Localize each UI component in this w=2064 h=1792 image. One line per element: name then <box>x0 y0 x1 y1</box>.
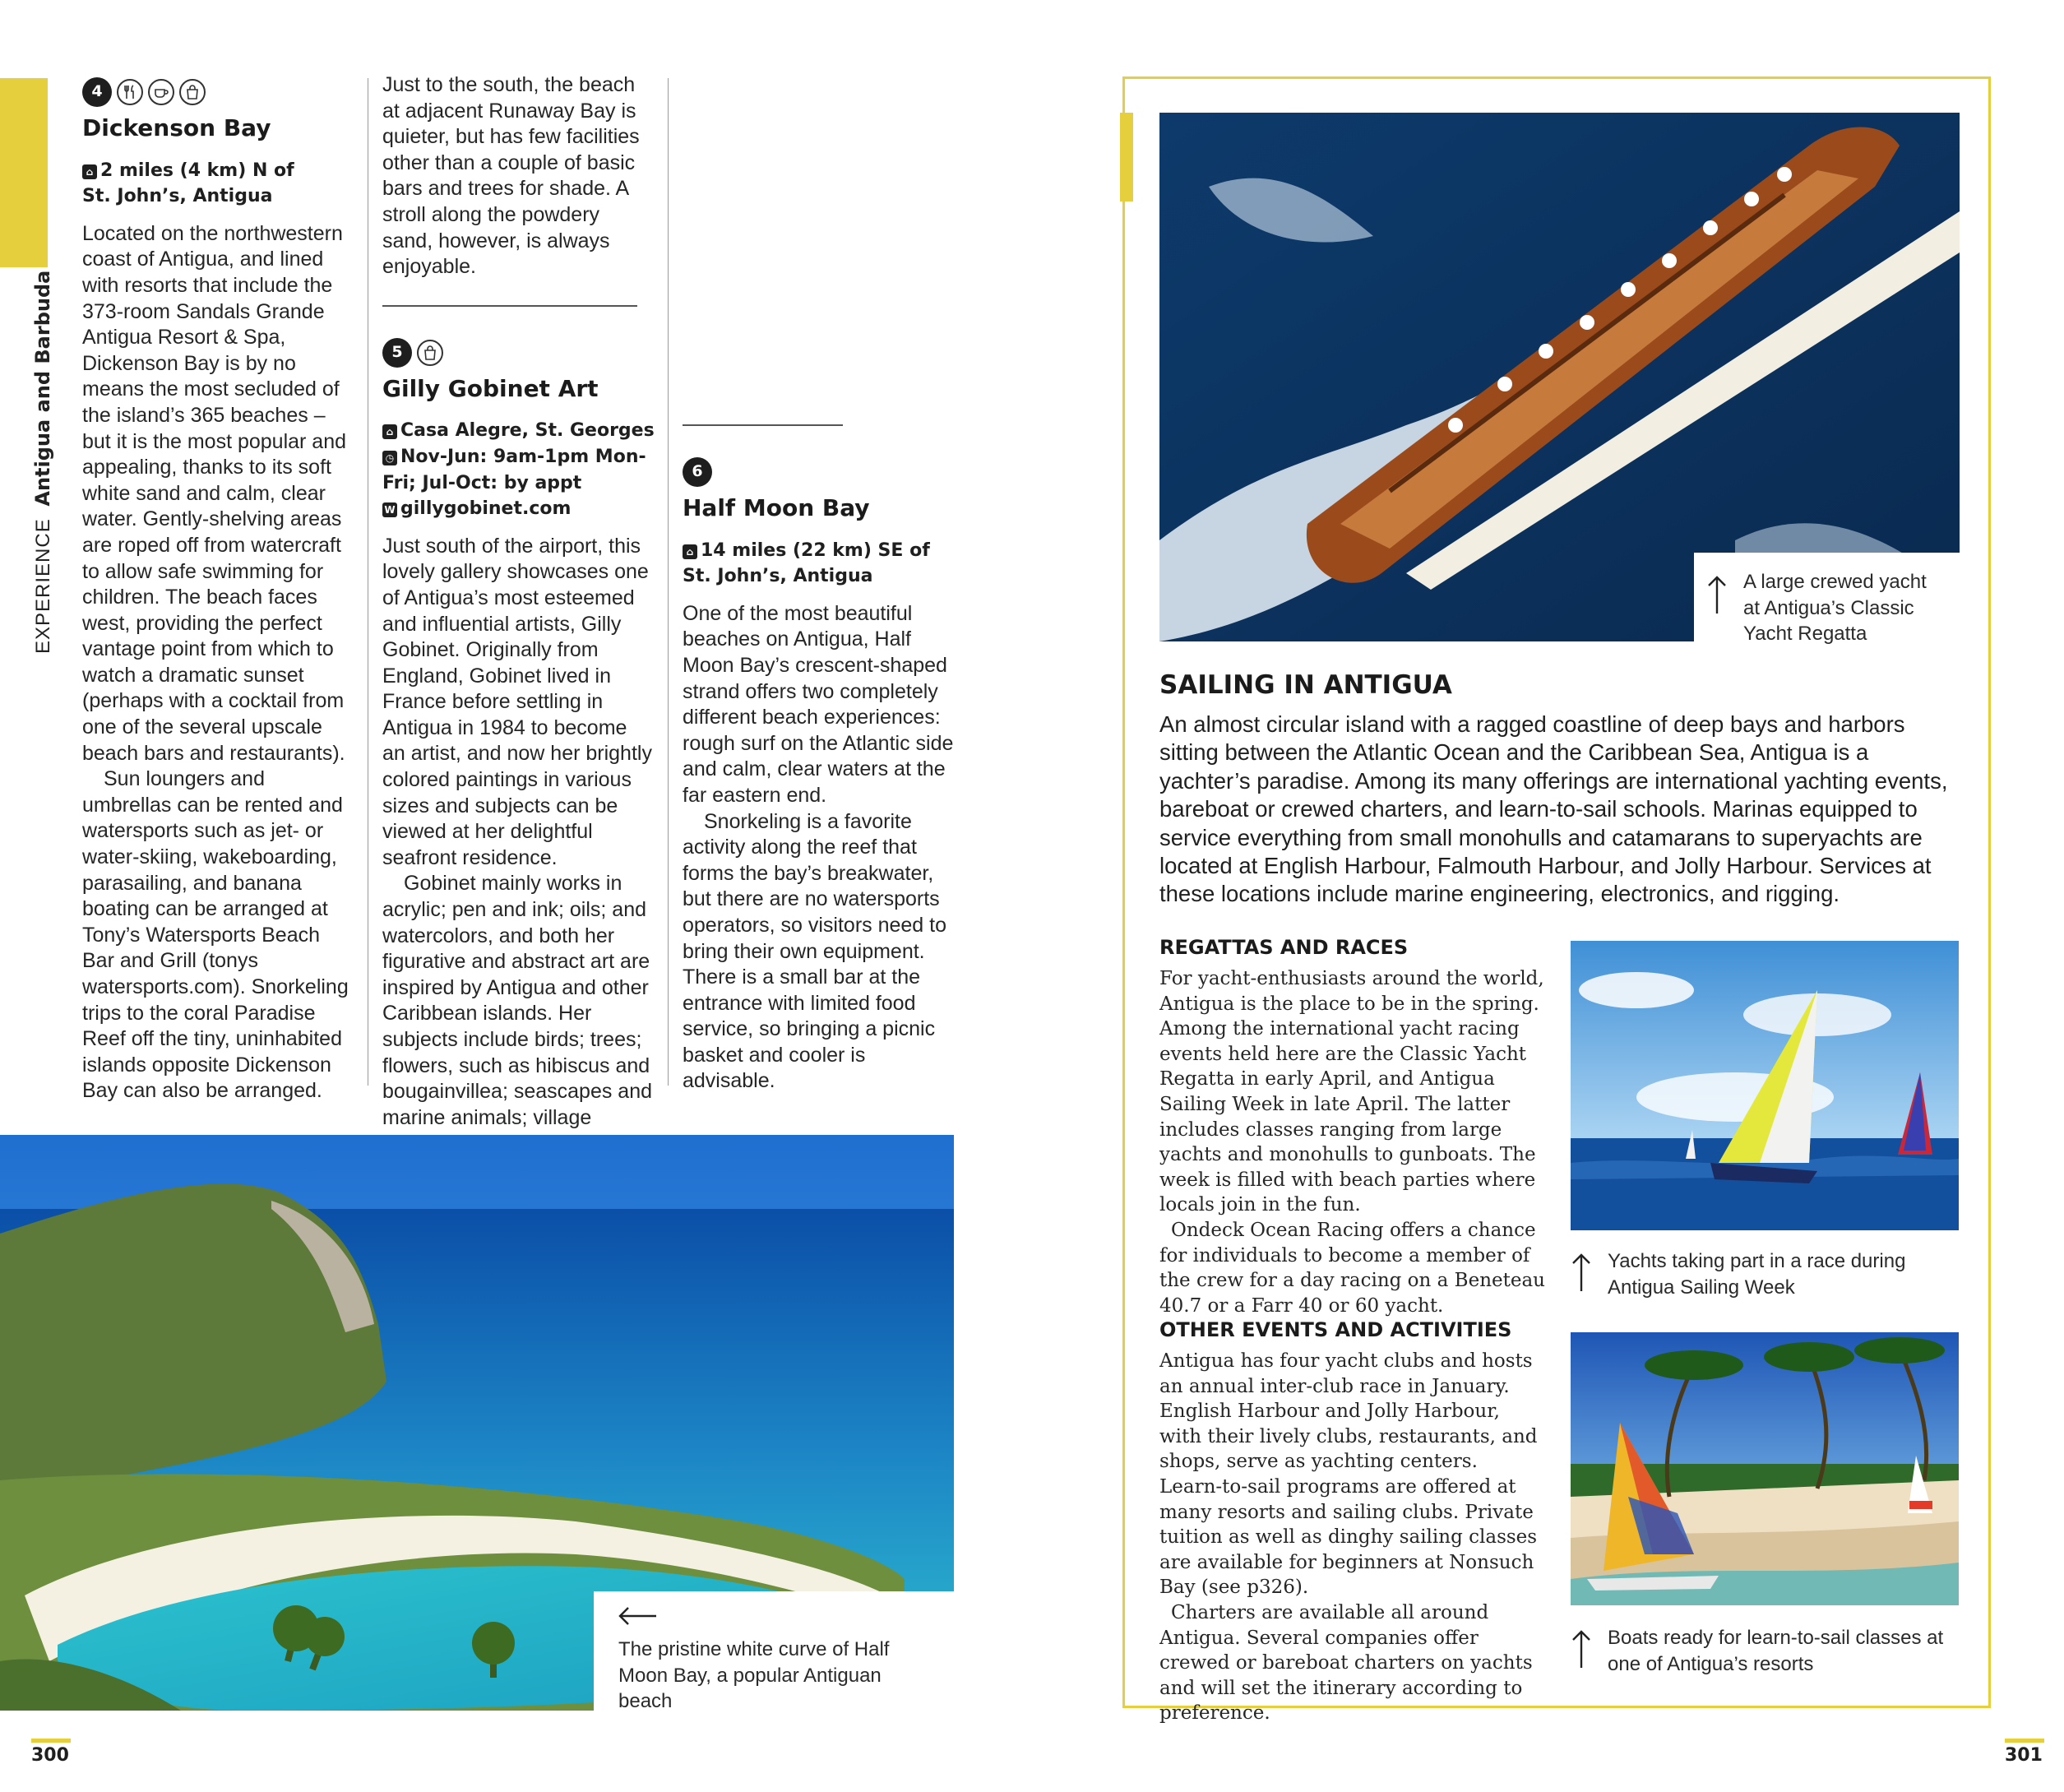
paragraph: Just south of the airport, this lovely gallery showcases one of Antigua’s most esteemed and influential artists, Gilly Gobinet. Originally from England, Gobinet lived in France before settling in Antigua in 1984 to become an artist, and now her brightly colored paintings in various sizes and subjects can be viewed at her delightful seafront residence. <box>382 534 652 869</box>
website-icon: W <box>382 502 397 517</box>
shopping-bag-icon <box>417 340 443 366</box>
info-line: ⌂ 14 miles (22 km) SE of <box>683 538 954 564</box>
paragraph: Snorkeling is a favorite activity along the reef that forms the bay’s breakwater, but there are no watersports operators, so visitors need to bring their own equipment. There is a small bar at the entrance with limited food service, so bringing a picnic basket and cooler is advisable. <box>683 809 946 1093</box>
entry-4-header <box>82 76 354 109</box>
entry-5-header <box>382 336 655 369</box>
location-pin-icon: ⌂ <box>382 424 397 439</box>
entry-info <box>82 158 354 210</box>
caption-boats: Boats ready for learn-to-sail classes at one of Antigua’s resorts <box>1608 1627 1944 1675</box>
entry-title: Gilly Gobinet Art <box>382 374 599 402</box>
side-tab-region: Antigua and Barbuda <box>31 270 54 507</box>
side-tab-label <box>31 271 55 654</box>
section-intro: An almost circular island with a ragged coastline of deep bays and harbors sitting between the Atlantic Ocean and the Caribbean Sea, Antigua is a yachter’s paradise. Among its many offerings are international yachting events, bareboat or crewed charters, and learn-to-sail schools. Marinas equipped to service everything from small monohulls and catamarans to superyachts are located at English Harbour, Falmouth Harbour, and Jolly Harbour. Services at these locations include marine engineering, electronics, and rigging. <box>1159 711 1948 907</box>
column-1 <box>82 76 354 1104</box>
page-marker <box>2005 1739 2044 1743</box>
fork-knife-icon <box>117 79 143 105</box>
info-line <box>82 158 354 184</box>
entry-6-header <box>683 456 954 489</box>
column-2 <box>382 72 655 1129</box>
learn-to-sail-photo <box>1571 1332 1959 1605</box>
info-line: W gillygobinet.com <box>382 496 655 522</box>
arrow-up-icon <box>1569 1252 1594 1293</box>
subsection-title-other: OTHER EVENTS AND ACTIVITIES <box>1159 1318 1512 1341</box>
page-marker <box>31 1739 71 1743</box>
cafe-icon <box>148 79 174 105</box>
clock-icon: ◷ <box>382 451 397 465</box>
info-address: 2 miles (4 km) N of <box>100 160 294 181</box>
side-tab-marker <box>0 78 48 267</box>
paragraph: Antigua has four yacht clubs and hosts an annual inter-club race in January. English Harbour and Jolly Harbour, with their lively clubs, restaurants, and shops, serve as yachting centers. Learn-to-sail programs are offered at many resorts and sailing clubs. Private tuition as well as dinghy sailing classes are available for beginners at Nonsuch Bay (see p326). <box>1159 1350 1538 1599</box>
paragraph: Ondeck Ocean Racing offers a chance for individuals to become a member of the crew for a day racing on a Beneteau 40.7 or a Farr 40 or 60 yacht. <box>1159 1219 1545 1317</box>
paragraph: One of the most beautiful beaches on Antigua, Half Moon Bay’s crescent-shaped strand offers two completely different beach experiences: rough surf on the Atlantic side and calm, clear waters at the far eastern end. <box>683 601 954 807</box>
entry-title: Half Moon Bay <box>683 494 870 521</box>
entry-info <box>683 538 954 590</box>
subsection-title-regattas: REGATTAS AND RACES <box>1159 936 1409 959</box>
column-3 <box>683 313 954 1095</box>
info-line: St. John’s, Antigua <box>683 566 873 587</box>
entry-info <box>382 418 655 521</box>
caption-race: Yachts taking part in a race during Antigua Sailing Week <box>1608 1250 1906 1299</box>
entry-number-badge: 6 <box>683 457 712 487</box>
arrow-up-icon <box>1705 574 1729 615</box>
paragraph: Sun loungers and umbrellas can be rented and watersports such as jet- or water-skiing, wakeboarding, parasailing, and banana boating can be arranged at Tony’s Watersports Beach Bar and Grill (tonys watersports.com). Snorkeling trips to the coral Paradise Reef off the tiny, uninhabited islands opposite Dickenson Bay can also be arranged. <box>82 767 349 1103</box>
page-number-left: 300 <box>31 1745 69 1766</box>
entry-title: Dickenson Bay <box>82 114 271 141</box>
info-line: St. John’s, Antigua <box>82 186 273 207</box>
sailing-race-photo <box>1571 941 1959 1230</box>
arrow-up-icon <box>1569 1628 1594 1669</box>
other-events-text <box>1159 1349 1546 1726</box>
location-pin-icon: ⌂ <box>683 544 697 559</box>
column-divider <box>668 78 669 1086</box>
regattas-text <box>1159 966 1546 1318</box>
paragraph: Gobinet mainly works in acrylic; pen and ink; oils; and watercolors, and both her figurative and abstract art are inspired by Antigua and other Caribbean islands. Her subjects include birds; trees; flowers, such as hibiscus and bougainvillea; seascapes and marine animals; village <box>382 872 653 1129</box>
caption-yacht: A large crewed yacht at Antigua’s Classic Yacht Regatta <box>1743 571 1927 646</box>
caption-beach: The pristine white curve of Half Moon Bay, a popular Antiguan beach <box>618 1638 890 1713</box>
info-line: Fri; Jul-Oct: by appt <box>382 472 582 493</box>
info-line: ◷ Nov-Jun: 9am-1pm Mon- <box>382 444 655 470</box>
box-accent-tab <box>1120 113 1133 201</box>
page-number-right: 301 <box>2005 1745 2043 1766</box>
side-tab-section: EXPERIENCE <box>32 518 54 654</box>
section-title: SAILING IN ANTIGUA <box>1159 670 1452 700</box>
entry-number-badge: 5 <box>382 338 412 368</box>
entry-number-badge: 4 <box>82 77 112 107</box>
arrow-left-icon <box>617 1604 658 1628</box>
paragraph: Just to the south, the beach at adjacent Runaway Bay is quieter, but has few facilities other than a couple of basic bars and trees for shade. A stroll along the powdery sand, however, is always enjoyable. <box>382 73 640 279</box>
paragraph: Located on the northwestern coast of Antigua, and lined with resorts that include the 373-room Sandals Grande Antigua Resort & Spa, Dickenson Bay is by no means the most secluded of the island’s 365 beaches – but it is the most popular and appealing, thanks to its soft white sand and calm, clear water. Gently-shelving areas are roped off from watercraft to allow safe swimming for children. The beach faces west, providing the perfect vantage point from which to watch a dramatic sunset (perhaps with a cocktail from one of the several upscale beach bars and restaurants). <box>82 221 347 765</box>
location-pin-icon: ⌂ <box>82 164 97 179</box>
shopping-bag-icon <box>179 79 206 105</box>
paragraph: Charters are available all around Antigua. Several companies offer crewed or bareboat charters on yachts and will set the itinerary according to preference. <box>1159 1601 1533 1725</box>
info-line: ⌂ Casa Alegre, St. Georges <box>382 418 655 444</box>
paragraph: For yacht-enthusiasts around the world, Antigua is the place to be in the spring. Among the international yacht racing events held here are the Classic Yacht Regatta in early April, and Antigua Sailing Week in late April. The latter includes classes ranging from large yachts and monohulls to gunboats. The week is filled with beach parties where locals join in the fun. <box>1159 968 1544 1216</box>
